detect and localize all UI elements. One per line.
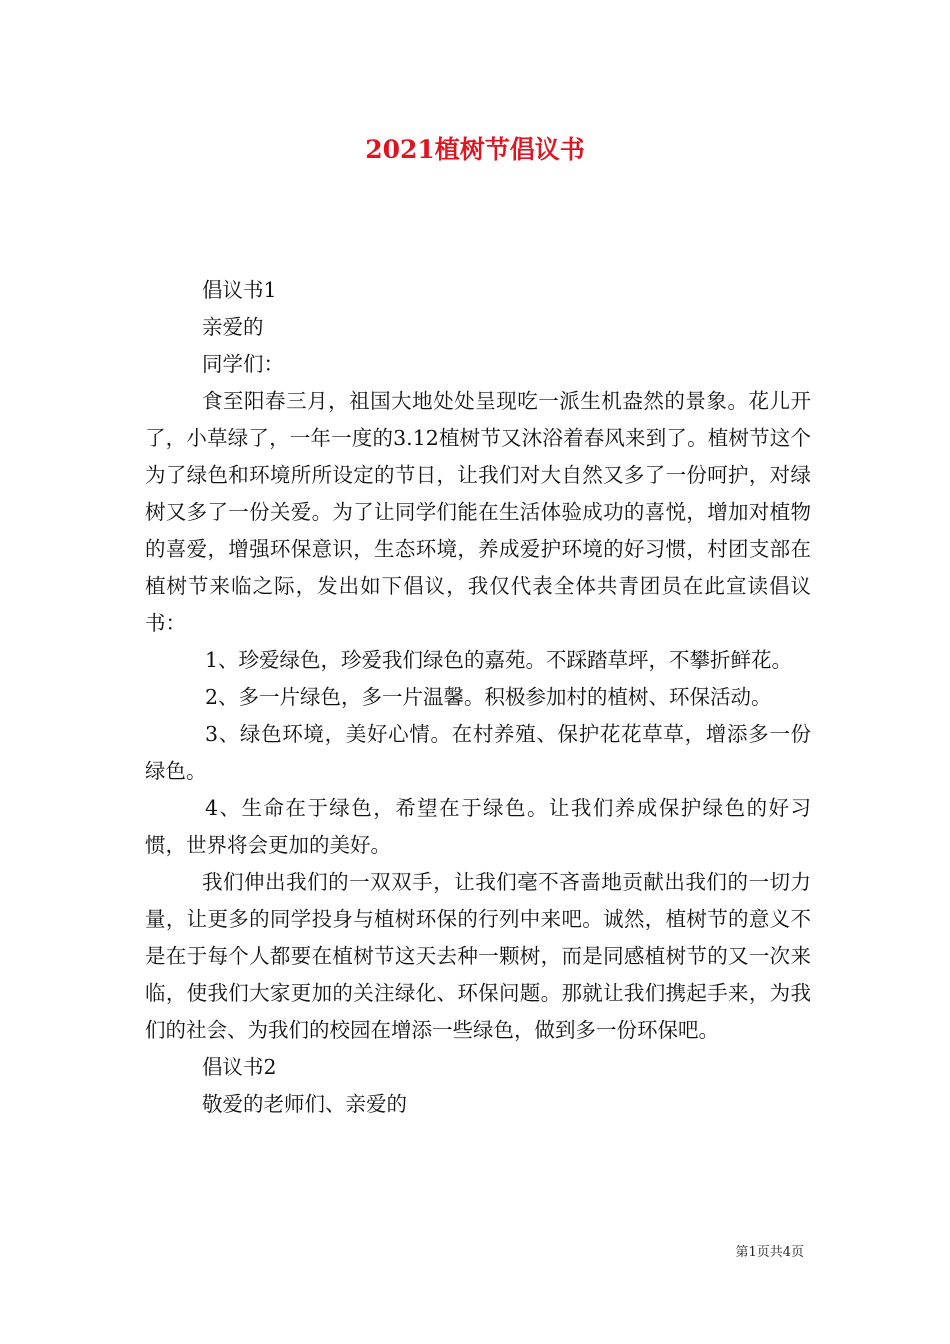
paragraph-salutation-3: 敬爱的老师们、亲爱的	[202, 1092, 407, 1116]
paragraph-item-3: 3、绿色环境，美好心情。在村养殖、保护花花草草，增添多一份绿色。	[145, 722, 811, 783]
document-title: 2021植树节倡议书	[365, 135, 585, 164]
paragraph-item-4: 4、生命在于绿色，希望在于绿色。让我们养成保护绿色的好习惯，世界将会更加的美好。	[145, 796, 811, 857]
paragraph-salutation: 亲爱的	[202, 315, 264, 339]
paragraph-item-2: 2、多一片绿色，多一片温馨。积极参加村的植树、环保活动。	[205, 685, 772, 709]
paragraph-closing: 我们伸出我们的一双双手，让我们毫不吝啬地贡献出我们的一切力量，让更多的同学投身与植树环保的行列中来吧。诚然，植树节的意义不是在于每个人都要在植树节这天去种一颗树，而是同感植树节的又一次来临，使我们大家更加的关注绿化、环保问题。那就让我们携起手来，为我们的社会、为我们的校园在增添一些绿色，做到多一份环保吧。	[145, 870, 811, 1042]
document-body	[145, 272, 811, 1123]
paragraph-heading-1: 倡议书1	[202, 278, 277, 302]
paragraph-salutation-2: 同学们：	[202, 352, 284, 376]
page-number: 第1页共4页	[735, 1245, 804, 1260]
paragraph-intro: 食至阳春三月，祖国大地处处呈现吃一派生机盎然的景象。花儿开了，小草绿了，一年一度的3.12植树节又沐浴着春风来到了。植树节这个为了绿色和环境所所设定的节日，让我们对大自然又多了一份呵护，对绿树又多了一份关爱。为了让同学们能在生活体验成功的喜悦，增加对植物的喜爱，增强环保意识，生态环境，养成爱护环境的好习惯，村团支部在植树节来临之际，发出如下倡议，我仅代表全体共青团员在此宣读倡议书：	[145, 389, 811, 635]
paragraph-heading-2: 倡议书2	[202, 1055, 277, 1079]
paragraph-item-1: 1、珍爱绿色，珍爱我们绿色的嘉苑。不踩踏草坪，不攀折鲜花。	[205, 648, 793, 672]
